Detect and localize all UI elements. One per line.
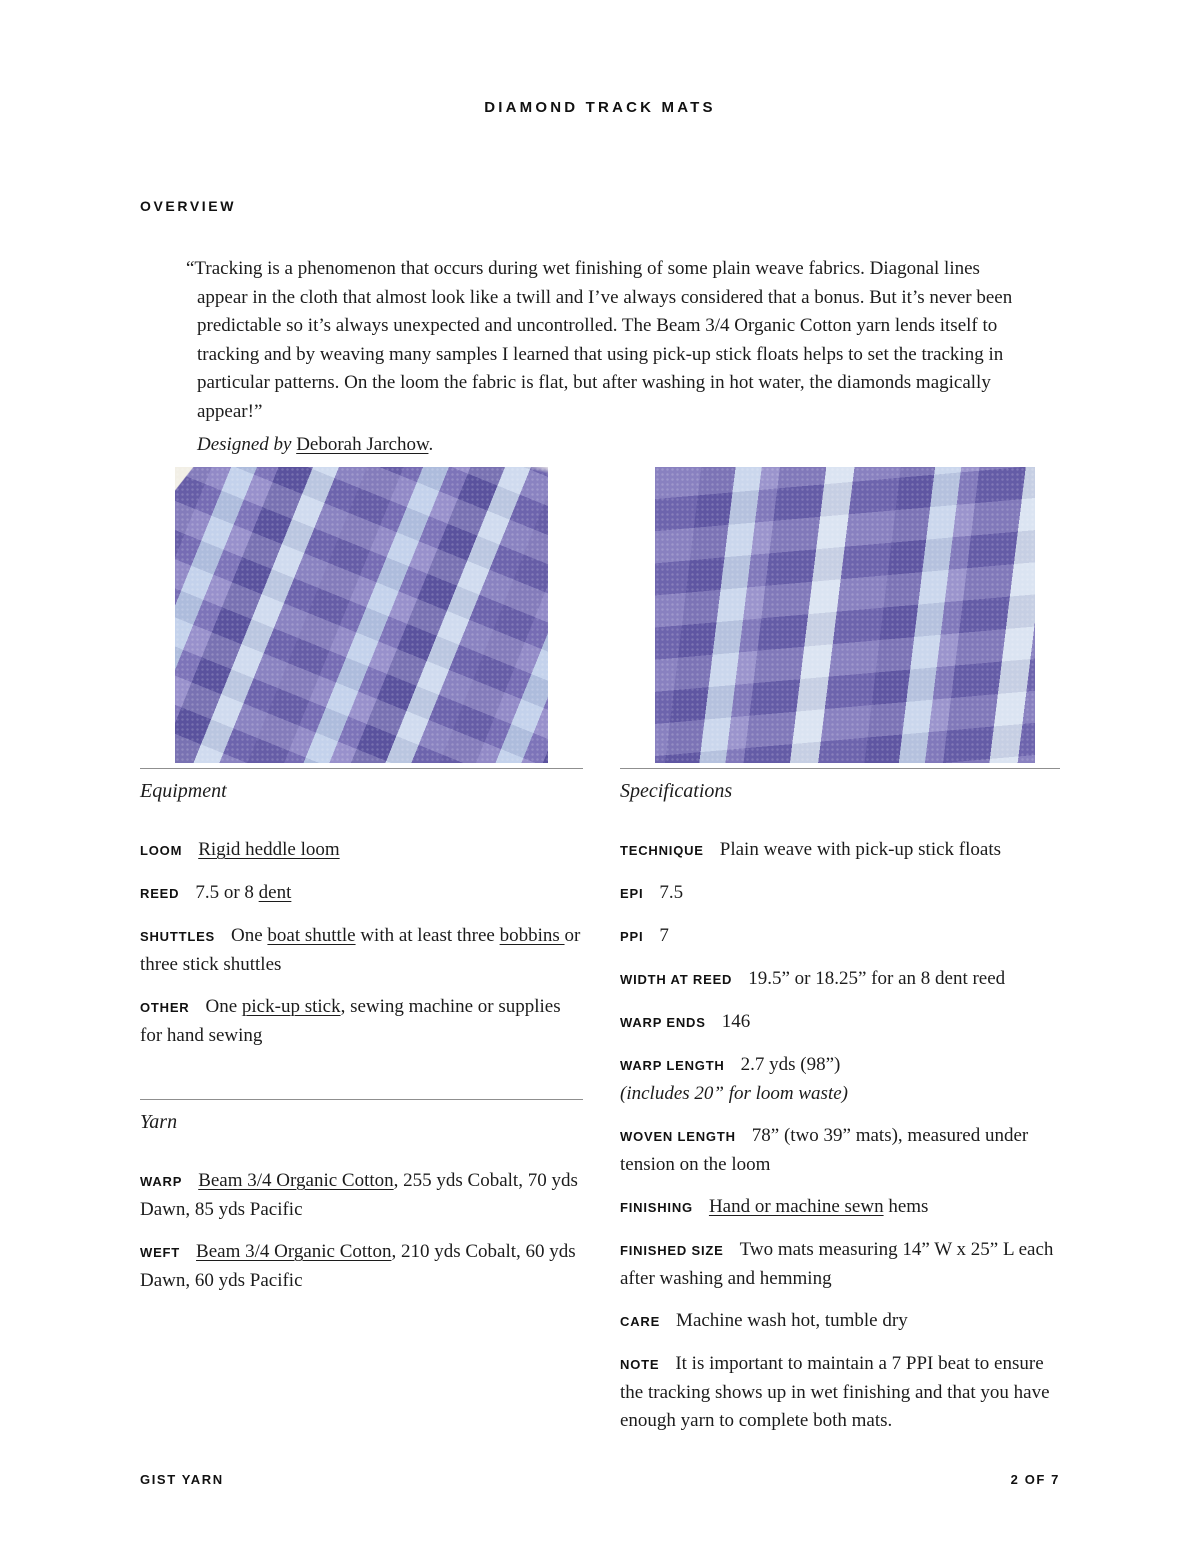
item-value bbox=[198, 839, 339, 860]
item-label: TECHNIQUE bbox=[620, 843, 704, 858]
yarn-list bbox=[140, 1167, 583, 1295]
text-segment: It is important to maintain a 7 PPI beat to ensure the tracking shows up in wet finishing and that you have enough yarn to complete both mats. bbox=[620, 1353, 1050, 1431]
item-label: LOOM bbox=[140, 843, 183, 858]
inline-link[interactable]: Rigid heddle loom bbox=[198, 839, 340, 860]
text-segment: One bbox=[205, 996, 242, 1017]
designer-quote: “Tracking is a phenomenon that occurs during wet finishing of some plain weave fabrics. Diagonal lines appear in the cloth that almost look like a twill and I’ve always considered that a bonus. But it’s never been predictable so it’s always unexpected and uncontrolled. The Beam 3/4 Organic Cotton yarn lends itself to tracking and by weaving many samples I learned that using pick-up stick floats helps to set the tracking in particular patterns. On the loom the fabric is flat, but after washing in hot water, the diamonds magically appear!” bbox=[186, 258, 1013, 422]
specification-item bbox=[620, 1350, 1060, 1435]
item-label: EPI bbox=[620, 886, 644, 901]
item-label: WARP bbox=[140, 1174, 183, 1189]
byline-prefix: Designed by bbox=[197, 434, 297, 455]
item-value bbox=[140, 1241, 576, 1291]
item-label: WARP LENGTH bbox=[620, 1058, 725, 1073]
specifications-divider bbox=[620, 768, 1060, 769]
item-label: WARP ENDS bbox=[620, 1015, 706, 1030]
item-value bbox=[720, 839, 1001, 860]
item-value bbox=[195, 882, 291, 903]
text-segment: or three stick shuttles bbox=[140, 925, 581, 975]
page-title: DIAMOND TRACK MATS bbox=[484, 99, 716, 116]
yarn-item bbox=[140, 1238, 583, 1295]
specification-item bbox=[620, 1307, 1060, 1336]
yarn-divider bbox=[140, 1099, 583, 1100]
text-segment: One bbox=[231, 925, 268, 946]
item-label: SHUTTLES bbox=[140, 929, 216, 944]
inline-link[interactable]: pick-up stick bbox=[241, 996, 341, 1017]
text-segment: (includes 20” for loom waste) bbox=[620, 1083, 848, 1104]
overview-heading: OVERVIEW bbox=[140, 198, 237, 214]
page-footer bbox=[140, 1472, 1060, 1487]
text-segment: 7.5 bbox=[659, 882, 684, 903]
item-label: FINISHING bbox=[620, 1200, 693, 1215]
text-segment: , 210 yds Cobalt, 60 yds Dawn, 60 yds Pacific bbox=[140, 1241, 576, 1291]
specification-item bbox=[620, 1008, 1060, 1037]
byline-suffix: . bbox=[428, 434, 434, 455]
specification-item bbox=[620, 1236, 1060, 1293]
yarn-heading: Yarn bbox=[140, 1111, 178, 1133]
designer-link[interactable]: Deborah Jarchow bbox=[296, 434, 429, 455]
equipment-item bbox=[140, 836, 583, 865]
inline-link[interactable]: Beam 3/4 Organic Cotton bbox=[196, 1241, 392, 1262]
text-segment: 7.5 or 8 bbox=[195, 882, 259, 903]
text-segment: , 255 yds Cobalt, 70 yds Dawn, 85 yds Pacific bbox=[140, 1170, 578, 1220]
mat-photo-closeup bbox=[655, 467, 1035, 763]
item-value bbox=[709, 1196, 929, 1217]
equipment-item bbox=[140, 993, 583, 1050]
byline bbox=[197, 431, 1200, 459]
item-label: NOTE bbox=[620, 1357, 660, 1372]
item-label: WOVEN LENGTH bbox=[620, 1129, 736, 1144]
text-segment: Two mats measuring 14” W x 25” L each after washing and hemming bbox=[620, 1239, 1054, 1289]
text-segment: , sewing machine or supplies for hand sewing bbox=[140, 996, 561, 1046]
inline-link[interactable]: Hand or machine sewn bbox=[708, 1196, 884, 1217]
item-value bbox=[620, 1353, 1050, 1431]
item-label: FINISHED SIZE bbox=[620, 1243, 724, 1258]
right-column bbox=[620, 467, 1060, 1449]
item-label: CARE bbox=[620, 1314, 661, 1329]
text-segment: 19.5” or 18.25” for an 8 dent reed bbox=[748, 968, 1006, 989]
item-value bbox=[140, 996, 561, 1046]
specification-item bbox=[620, 1122, 1060, 1179]
item-label: WEFT bbox=[140, 1245, 181, 1260]
item-value bbox=[659, 925, 669, 946]
specification-item bbox=[620, 1193, 1060, 1222]
equipment-heading: Equipment bbox=[140, 780, 227, 802]
text-segment: with at least three bbox=[355, 925, 500, 946]
footer-page-number: 2 OF 7 bbox=[1010, 1472, 1060, 1487]
text-segment: 7 bbox=[659, 925, 669, 946]
item-label: WIDTH AT REED bbox=[620, 972, 733, 987]
specification-item bbox=[620, 1051, 1060, 1108]
text-segment: 2.7 yds (98”) bbox=[740, 1054, 841, 1075]
equipment-item bbox=[140, 879, 583, 908]
item-value bbox=[722, 1011, 751, 1032]
equipment-item bbox=[140, 922, 583, 979]
item-value bbox=[676, 1310, 908, 1331]
text-segment: hems bbox=[883, 1196, 929, 1217]
equipment-list bbox=[140, 836, 583, 1050]
specification-item bbox=[620, 965, 1060, 994]
text-segment: 78” (two 39” mats), measured under tension on the loom bbox=[620, 1125, 1029, 1175]
inline-link[interactable]: bobbins bbox=[499, 925, 565, 946]
left-column bbox=[140, 467, 583, 1449]
specification-item bbox=[620, 879, 1060, 908]
item-label: PPI bbox=[620, 929, 644, 944]
item-value bbox=[140, 1170, 578, 1220]
text-segment: Plain weave with pick-up stick floats bbox=[719, 839, 1002, 860]
mat-photo-angled bbox=[175, 467, 548, 763]
specifications-list bbox=[620, 836, 1060, 1435]
specification-item bbox=[620, 836, 1060, 865]
two-column-layout bbox=[140, 467, 1200, 1449]
item-label: REED bbox=[140, 886, 180, 901]
item-label: OTHER bbox=[140, 1000, 190, 1015]
inline-link[interactable]: dent bbox=[258, 882, 292, 903]
equipment-divider bbox=[140, 768, 583, 769]
inline-link[interactable]: boat shuttle bbox=[267, 925, 356, 946]
text-segment: Machine wash hot, tumble dry bbox=[676, 1310, 908, 1331]
inline-link[interactable]: Beam 3/4 Organic Cotton bbox=[198, 1170, 394, 1191]
yarn-item bbox=[140, 1167, 583, 1224]
footer-brand: GIST YARN bbox=[140, 1472, 224, 1487]
item-value bbox=[748, 968, 1005, 989]
specification-item bbox=[620, 922, 1060, 951]
item-value bbox=[659, 882, 683, 903]
specifications-heading: Specifications bbox=[620, 780, 733, 802]
text-segment: 146 bbox=[721, 1011, 751, 1032]
